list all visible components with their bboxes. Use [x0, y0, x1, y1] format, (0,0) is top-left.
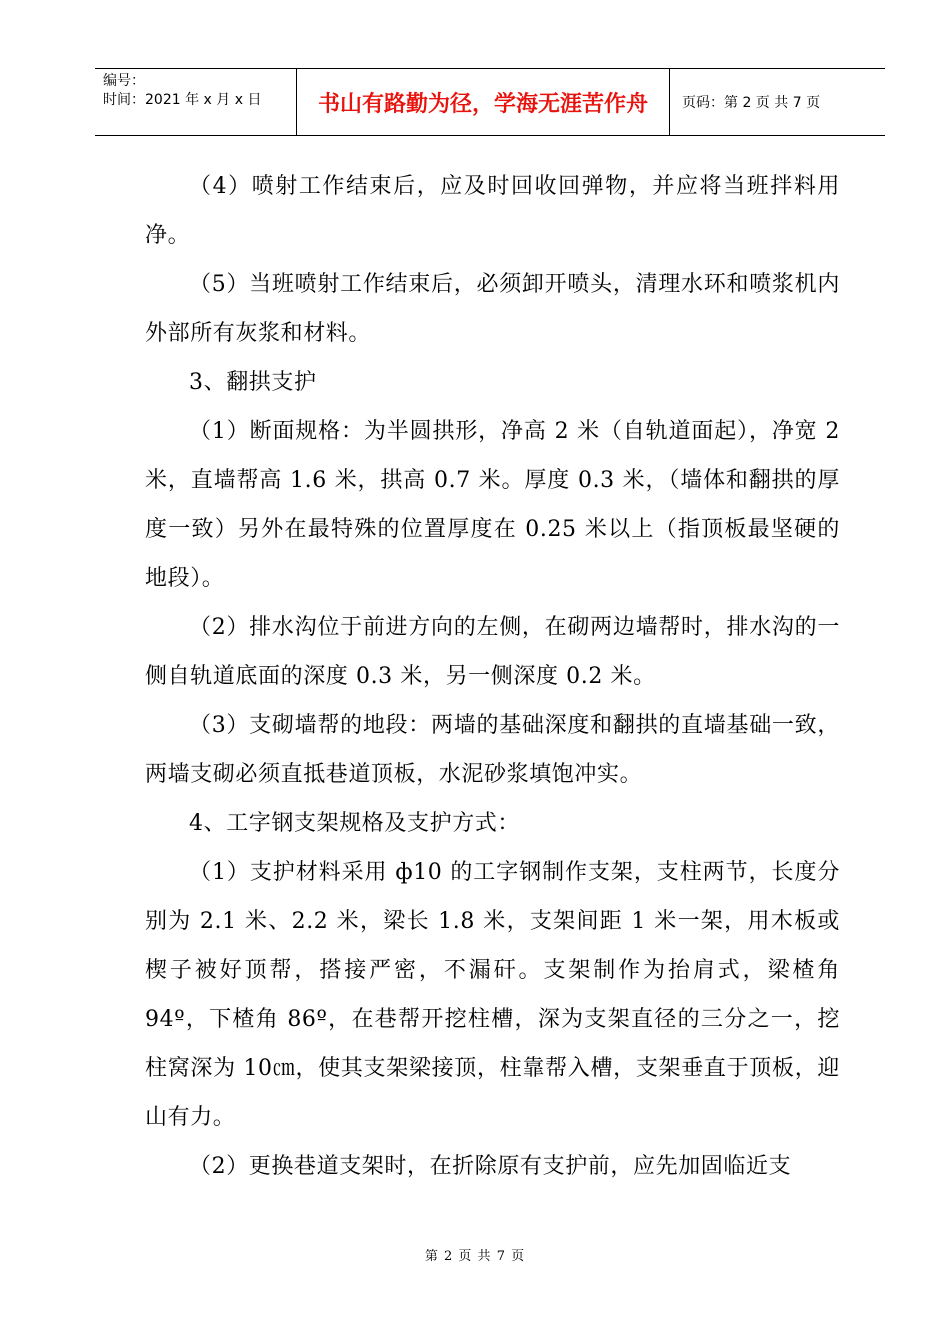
page-header	[95, 68, 885, 136]
paragraph: （2）排水沟位于前进方向的左侧，在砌两边墙帮时，排水沟的一侧自轨道底面的深度 0.3 米，另一侧深度 0.2 米。	[145, 615, 840, 689]
section-heading: 4、工字钢支架规格及支护方式：	[189, 811, 520, 836]
header-meta-cell	[95, 69, 297, 135]
header-motto-cell	[297, 69, 670, 135]
document-body	[145, 162, 840, 1191]
doc-number-label: 编号：	[103, 73, 145, 89]
section-heading: 3、翻拱支护	[189, 370, 317, 395]
footer-page-number: 第 2 页 共 7 页	[424, 1249, 526, 1264]
paragraph: （1）断面规格：为半圆拱形，净高 2 米（自轨道面起），净宽 2 米，直墙帮高 1.6 米，拱高 0.7 米。厚度 0.3 米，（墙体和翻拱的厚度一致）另外在最特殊的位置厚度在 0.25 米以上（指顶板最坚硬的地段）。	[145, 419, 840, 591]
paragraph: （3）支砌墙帮的地段：两墙的基础深度和翻拱的直墙基础一致，两墙支砌必须直抵巷道顶板，水泥砂浆填饱冲实。	[145, 713, 840, 787]
page-info-text: 页码：第 2 页 共 7 页	[682, 95, 821, 111]
page-footer	[0, 1245, 950, 1264]
header-page-cell	[670, 69, 885, 135]
motto-text: 书山有路勤为径，学海无涯苦作舟	[317, 91, 648, 117]
paragraph: （1）支护材料采用 ф10 的工字钢制作支架，支柱两节，长度分别为 2.1 米、2.2 米，梁长 1.8 米，支架间距 1 米一架，用木板或楔子被好顶帮，搭接严密，不漏矸。支架制作为抬肩式，梁楂角 94º，下楂角 86º，在巷帮开挖柱槽，深为支架直径的三分之一，挖柱窝深为 10㎝，使其支架梁接顶，柱靠帮入槽，支架垂直于顶板，迎山有力。	[145, 860, 840, 1130]
paragraph: （2）更换巷道支架时，在折除原有支护前，应先加固临近支	[189, 1154, 792, 1179]
paragraph: （5）当班喷射工作结束后，必须卸开喷头，清理水环和喷浆机内外部所有灰浆和材料。	[145, 272, 840, 346]
paragraph: （4）喷射工作结束后，应及时回收回弹物，并应将当班拌料用净。	[145, 174, 840, 248]
time-label: 时间：2021 年 x 月 x 日	[103, 92, 262, 108]
